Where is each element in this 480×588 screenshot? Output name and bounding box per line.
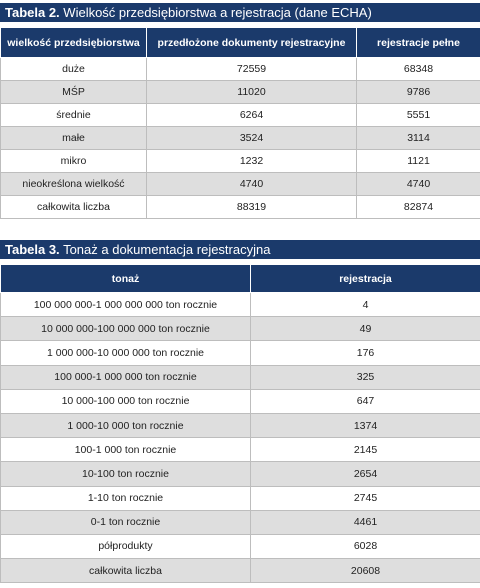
table-cell: 1 000 000-10 000 000 ton rocznie	[1, 341, 251, 365]
table-cell: 68348	[357, 58, 480, 81]
table-row	[1, 438, 480, 462]
table3-caption-title: Tonaż a dokumentacja rejestracyjna	[59, 242, 271, 257]
table-cell: 1374	[251, 413, 480, 437]
table-cell: 6028	[251, 534, 480, 558]
table-cell: 100 000 000-1 000 000 000 ton rocznie	[1, 293, 251, 317]
table-cell: 5551	[357, 104, 480, 127]
table-row	[1, 317, 480, 341]
table-cell: 100 000-1 000 000 ton rocznie	[1, 365, 251, 389]
table-cell: 72559	[147, 58, 357, 81]
table-cell: 2745	[251, 486, 480, 510]
table-cell: średnie	[1, 104, 147, 127]
table-cell: 9786	[357, 81, 480, 104]
table-cell: 176	[251, 341, 480, 365]
table-cell: 49	[251, 317, 480, 341]
column-header: przedłożone dokumenty rejestracyjne	[147, 28, 357, 58]
table-cell: 11020	[147, 81, 357, 104]
table-row	[1, 104, 480, 127]
table-cell: 3114	[357, 127, 480, 150]
table-cell: 647	[251, 389, 480, 413]
table-cell: 4740	[357, 173, 480, 196]
column-header: rejestracje pełne	[357, 28, 480, 58]
table2-caption	[0, 3, 480, 22]
table-cell: 2145	[251, 438, 480, 462]
table-cell: 3524	[147, 127, 357, 150]
table-cell: 325	[251, 365, 480, 389]
table-row	[1, 58, 480, 81]
table-cell: 10-100 ton rocznie	[1, 462, 251, 486]
table-row	[1, 173, 480, 196]
table-row	[1, 293, 480, 317]
table-cell: 88319	[147, 196, 357, 219]
table-row	[1, 341, 480, 365]
table-row	[1, 389, 480, 413]
table-row	[1, 365, 480, 389]
table-row	[1, 559, 480, 583]
table-cell: MŚP	[1, 81, 147, 104]
table-row	[1, 150, 480, 173]
table-cell: 0-1 ton rocznie	[1, 510, 251, 534]
table2-caption-number: Tabela 2.	[5, 5, 60, 20]
table-cell: 2654	[251, 462, 480, 486]
table-cell: duże	[1, 58, 147, 81]
table-cell: 1232	[147, 150, 357, 173]
tonnage-registration-table	[0, 264, 480, 583]
table-cell: 6264	[147, 104, 357, 127]
column-header: wielkość przedsiębiorstwa	[1, 28, 147, 58]
table-cell: małe	[1, 127, 147, 150]
table2-caption-title: Wielkość przedsiębiorstwa a rejestracja (dane ECHA)	[59, 5, 372, 20]
table-cell: nieokreślona wielkość	[1, 173, 147, 196]
column-header: rejestracja	[251, 265, 480, 293]
table-cell: 4	[251, 293, 480, 317]
table-cell: 1121	[357, 150, 480, 173]
table3-caption-number: Tabela 3.	[5, 242, 60, 257]
table-cell: 82874	[357, 196, 480, 219]
table-cell: 100-1 000 ton rocznie	[1, 438, 251, 462]
table-row	[1, 462, 480, 486]
table-row	[1, 196, 480, 219]
table-cell: półprodukty	[1, 534, 251, 558]
table-cell: 4461	[251, 510, 480, 534]
table-header-row	[1, 28, 480, 58]
table-row	[1, 534, 480, 558]
table-row	[1, 510, 480, 534]
table-row	[1, 127, 480, 150]
table-cell: 4740	[147, 173, 357, 196]
table-cell: całkowita liczba	[1, 196, 147, 219]
table-row	[1, 413, 480, 437]
table-cell: całkowita liczba	[1, 559, 251, 583]
table-row	[1, 486, 480, 510]
table-cell: 1 000-10 000 ton rocznie	[1, 413, 251, 437]
table-cell: 20608	[251, 559, 480, 583]
table3-caption	[0, 240, 480, 259]
table-cell: 10 000 000-100 000 000 ton rocznie	[1, 317, 251, 341]
table-cell: 10 000-100 000 ton rocznie	[1, 389, 251, 413]
table-cell: mikro	[1, 150, 147, 173]
table-cell: 1-10 ton rocznie	[1, 486, 251, 510]
column-header: tonaż	[1, 265, 251, 293]
table-row	[1, 81, 480, 104]
company-size-registration-table	[0, 27, 480, 219]
table-header-row	[1, 265, 480, 293]
